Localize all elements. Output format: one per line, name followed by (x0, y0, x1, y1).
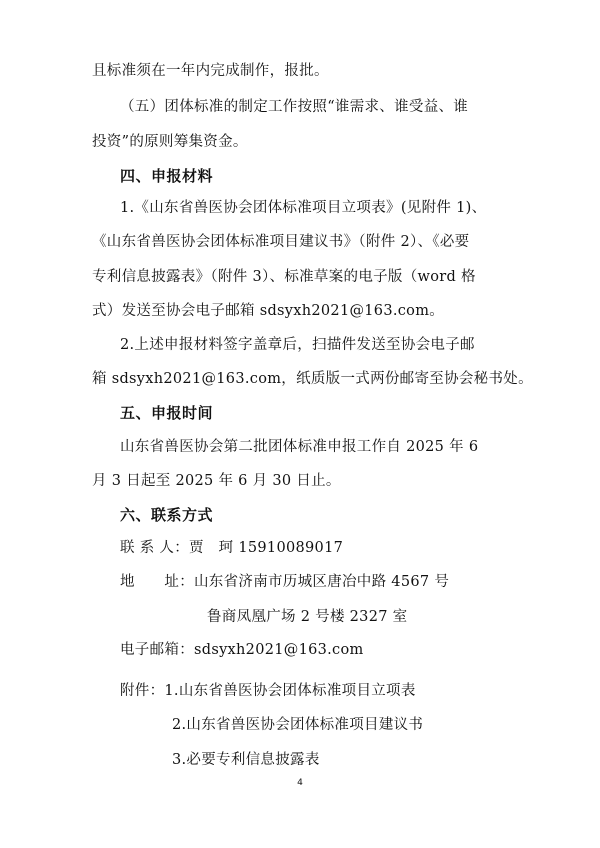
section-4-heading: 四、申报材料 (120, 167, 214, 185)
section-4-item-2-line-2: 箱 sdsyxh2021@163.com，纸质版一式两份邮寄至协会秘书处。 (92, 371, 533, 387)
section-5-heading: 五、申报时间 (120, 404, 214, 422)
section-4-item-1-line-1: 1.《山东省兽医协会团体标准项目立项表》(见附件 1)、 (120, 200, 487, 216)
paragraph-continuation: 且标准须在一年内完成制作，报批。 (92, 63, 329, 79)
contact-person-value: 贾 珂 15910089017 (189, 540, 344, 556)
attachment-item-2: 2.山东省兽医协会团体标准项目建议书 (172, 717, 424, 733)
email-label: 电子邮箱： (120, 642, 194, 658)
section-4-item-1-line-2: 《山东省兽医协会团体标准项目建议书》（附件 2）、《必要 (92, 234, 470, 250)
section-4-item-2-line-1: 2.上述申报材料签字盖章后，扫描件发送至协会电子邮 (120, 337, 475, 353)
paragraph-5-line-1: （五）团体标准的制定工作按照“谁需求、谁受益、谁 (120, 99, 469, 115)
section-5-line-1: 山东省兽医协会第二批团体标准申报工作自 2025 年 6 (120, 439, 479, 455)
section-4-item-1-line-3: 专利信息披露表》（附件 3）、标准草案的电子版（word 格 (92, 269, 476, 285)
section-6-heading: 六、联系方式 (120, 506, 214, 524)
section-4-item-1-line-4: 式）发送至协会电子邮箱 sdsyxh2021@163.com。 (92, 303, 445, 319)
email-value: sdsyxh2021@163.com (194, 642, 364, 658)
address-row (120, 572, 550, 592)
attachments-label: 附件： (120, 683, 165, 699)
contact-person-row (120, 538, 550, 558)
attachment-row-1 (120, 681, 550, 701)
attachment-item-3: 3.必要专利信息披露表 (172, 752, 320, 768)
email-row (120, 640, 550, 660)
contact-person-label: 联 系 人： (120, 540, 190, 556)
section-5-line-2: 月 3 日起至 2025 年 6 月 30 日止。 (92, 473, 341, 489)
address-line-1: 山东省济南市历城区唐冶中路 4567 号 (194, 574, 450, 590)
attachment-item-1: 1.山东省兽医协会团体标准项目立项表 (164, 683, 416, 699)
address-line-2: 鲁商凤凰广场 2 号楼 2327 室 (207, 609, 408, 625)
page-number: 4 (297, 778, 303, 788)
address-label: 地 址： (120, 574, 194, 590)
paragraph-5-line-2: 投资”的原则筹集资金。 (92, 134, 248, 150)
